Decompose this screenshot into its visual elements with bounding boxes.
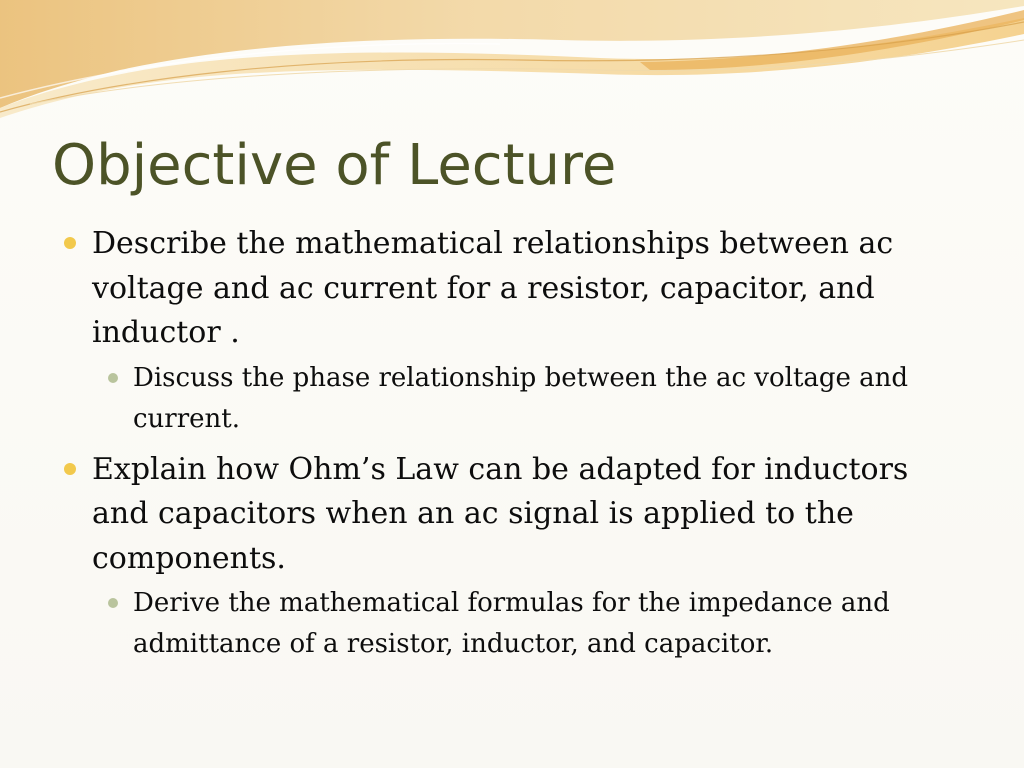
bullet-dot-icon — [108, 598, 118, 608]
bullet-text: Describe the mathematical relationships between ac voltage and ac current for a resistor, capacitor, and inductor . — [92, 226, 894, 350]
bullet-item-level1 — [92, 222, 962, 356]
bullet-dot-icon — [64, 237, 76, 249]
bullet-dot-icon — [64, 463, 76, 475]
bullet-text: Discuss the phase relationship between the ac voltage and current. — [133, 362, 909, 434]
bullet-text: Derive the mathematical formulas for the impedance and admittance of a resistor, inductor, and capacitor. — [133, 588, 890, 659]
bullet-text: Explain how Ohm’s Law can be adapted for inductors and capacitors when an ac signal is applied to the components. — [92, 451, 909, 576]
bullet-item-level2 — [133, 358, 963, 440]
slide-title: Objective of Lecture — [52, 133, 617, 198]
header-swoosh-decoration — [0, 0, 1024, 130]
bullet-item-level1 — [92, 448, 962, 582]
bullet-item-level2 — [133, 583, 963, 665]
bullet-dot-icon — [108, 373, 118, 383]
bullet-list — [0, 222, 1024, 665]
